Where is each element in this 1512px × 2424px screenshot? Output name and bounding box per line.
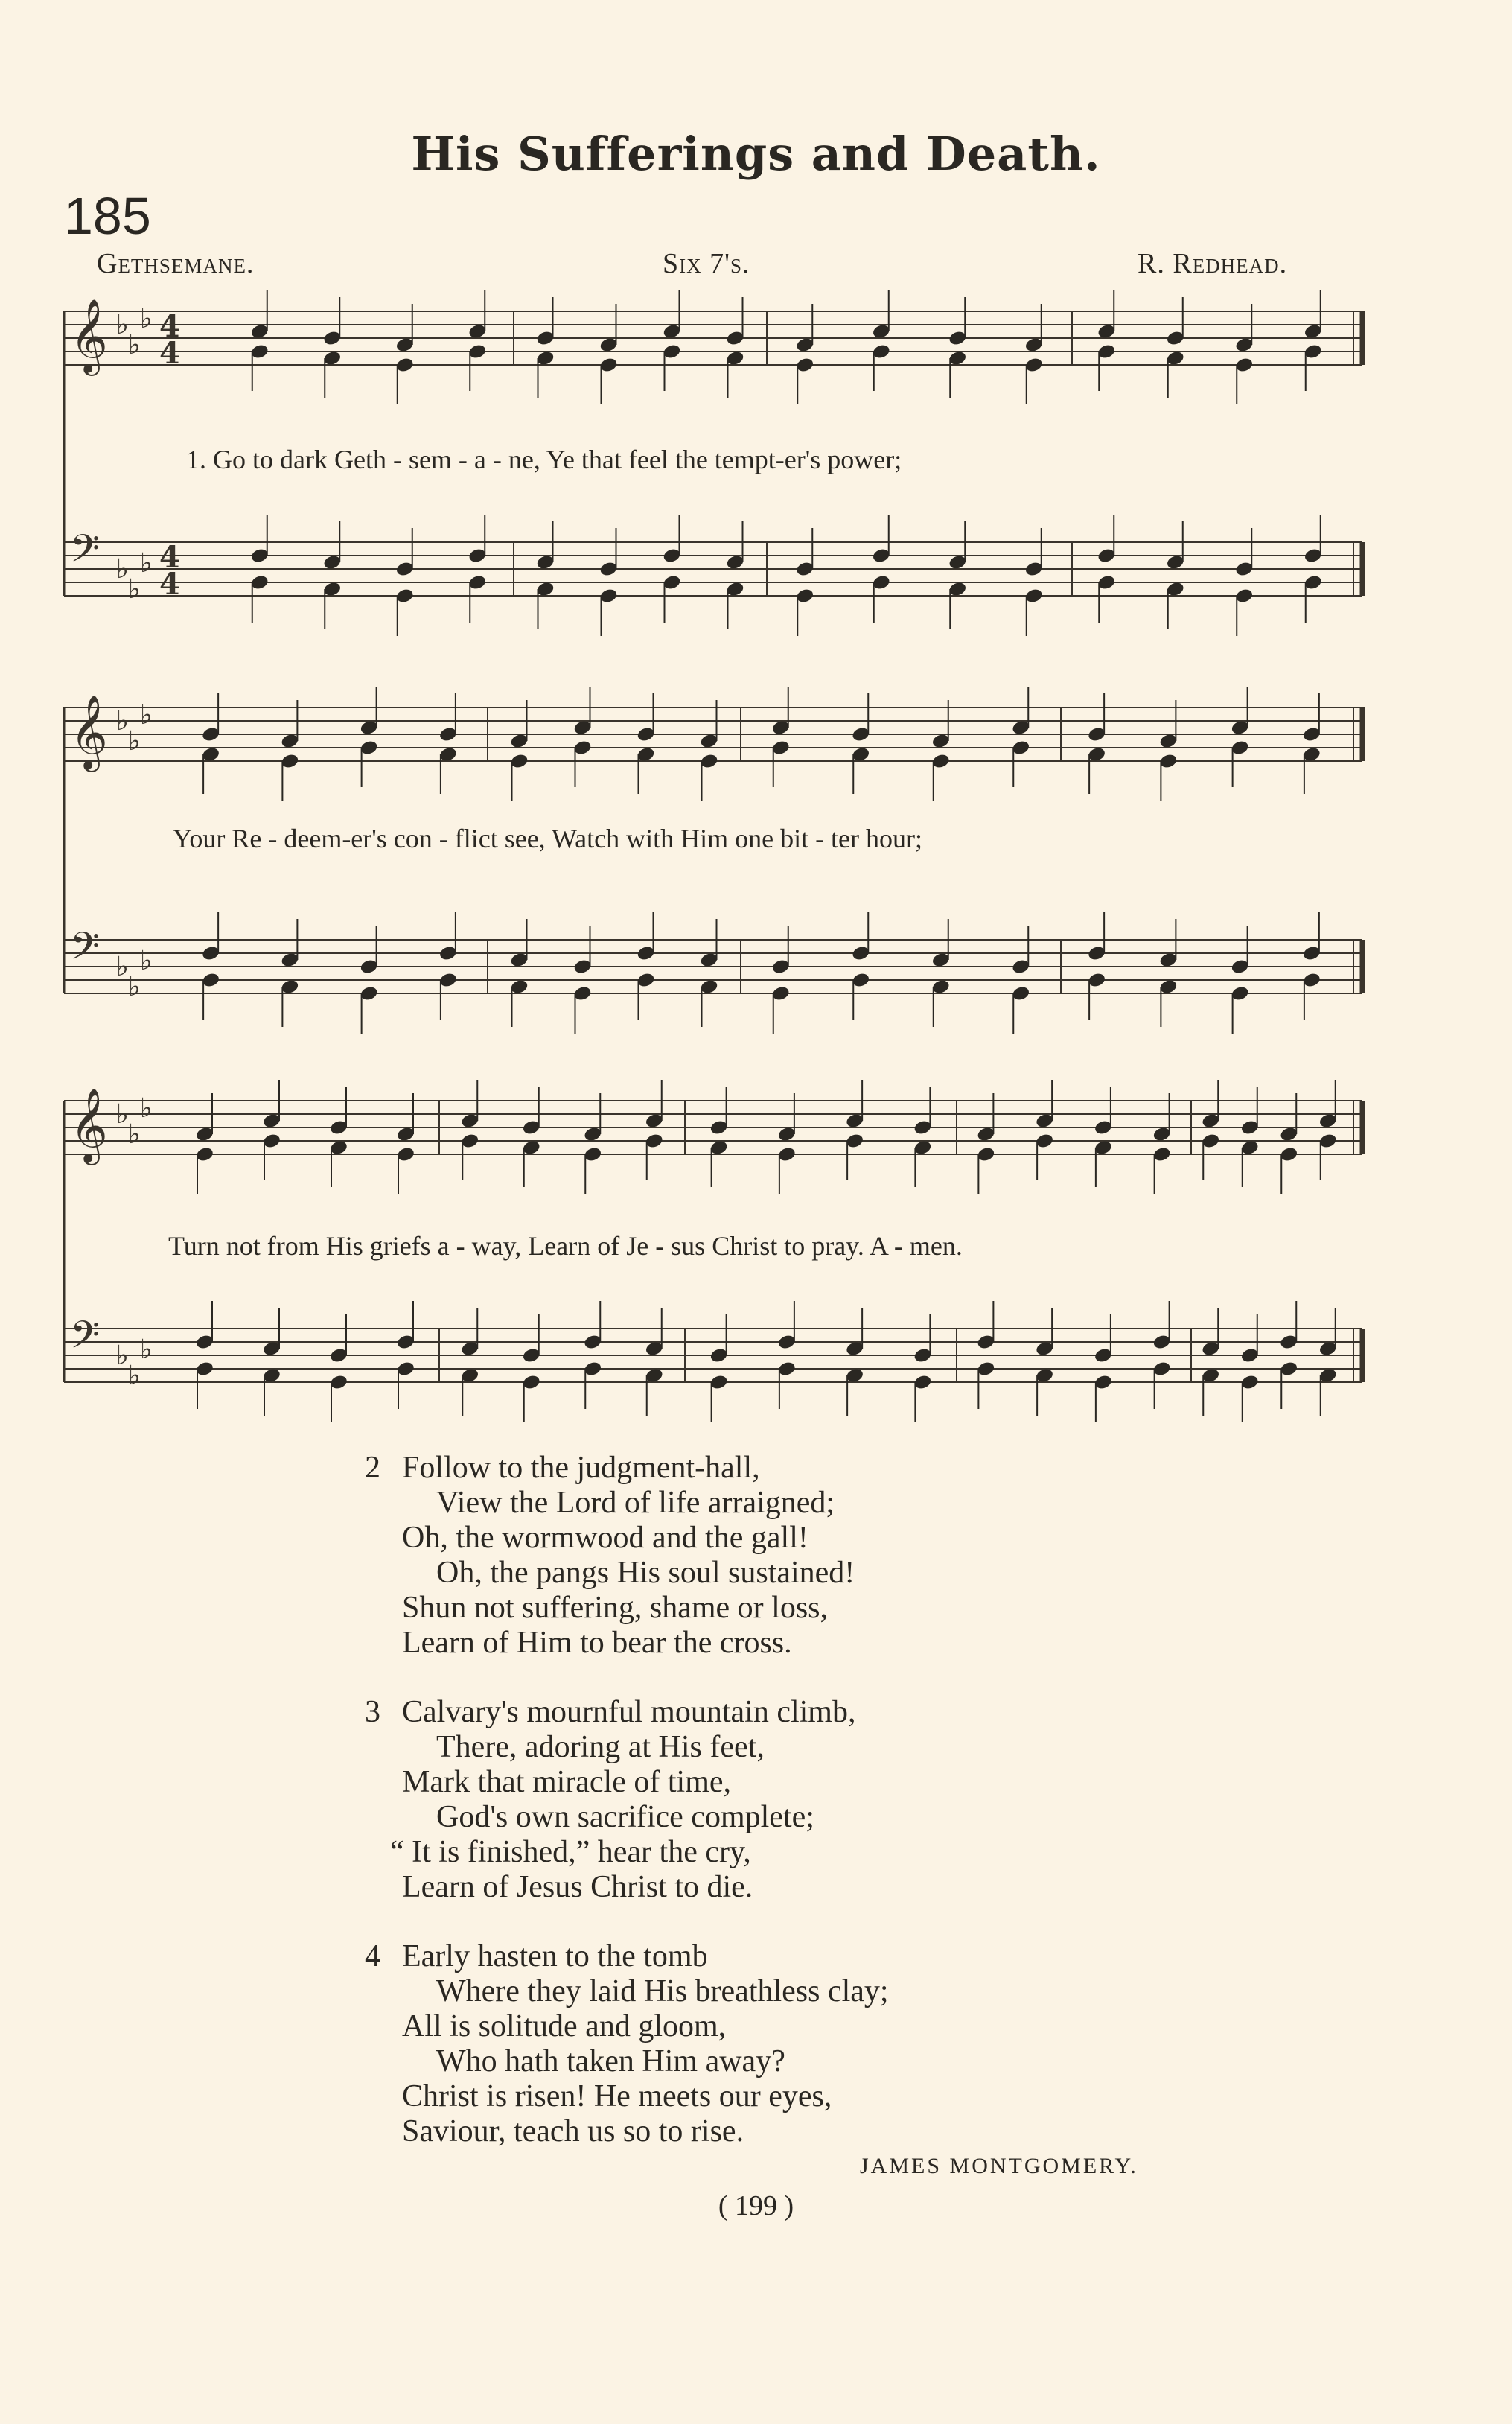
bass-clef: 𝄢 xyxy=(70,923,100,978)
lyric-line-3: Turn not from His griefs a - way, Learn of Je - sus Christ to pray. A - men. xyxy=(168,1231,963,1261)
lyric-line-2: Your Re - deem-er's con - flict see, Watch with Him one bit - ter hour; xyxy=(173,824,923,853)
flat-sign: ♭ xyxy=(116,706,129,737)
meter: Six 7's. xyxy=(663,248,750,279)
verse-line: Shun not suffering, shame or loss, xyxy=(402,1591,829,1625)
flat-sign: ♭ xyxy=(140,548,153,579)
time-signature-top: 4 xyxy=(159,540,180,575)
verse-line: “ It is finished,” hear the cry, xyxy=(390,1835,751,1869)
verse-line: Follow to the judgment-hall, xyxy=(402,1451,760,1485)
flat-sign: ♭ xyxy=(140,700,153,731)
verse-line: Mark that miracle of time, xyxy=(402,1765,732,1799)
verse-line: All is solitude and gloom, xyxy=(402,2009,727,2043)
flat-sign: ♭ xyxy=(128,574,141,605)
stanza-number: 3 xyxy=(365,1695,380,1729)
verse-line: Oh, the pangs His soul sustained! xyxy=(436,1556,855,1590)
verse-line: Oh, the wormwood and the gall! xyxy=(402,1521,808,1555)
treble-clef: 𝄞 xyxy=(70,1088,108,1162)
flat-sign: ♭ xyxy=(140,946,153,976)
time-signature-bottom: 4 xyxy=(159,336,180,371)
flat-sign: ♭ xyxy=(128,1119,141,1150)
stanza-3 xyxy=(365,1695,889,1905)
flat-sign: ♭ xyxy=(116,310,129,340)
author: JAMES MONTGOMERY. xyxy=(860,2154,1138,2178)
flat-sign: ♭ xyxy=(140,1093,153,1124)
stanza-number: 2 xyxy=(365,1451,380,1485)
verses xyxy=(365,1451,889,2183)
flat-sign: ♭ xyxy=(128,972,141,1002)
treble-clef: 𝄞 xyxy=(70,695,108,769)
verse-line: There, adoring at His feet, xyxy=(436,1730,765,1764)
composer: R. Redhead. xyxy=(1138,248,1288,279)
verse-line: Christ is risen! He meets our eyes, xyxy=(402,2079,832,2113)
section-title: His Sufferings and Death. xyxy=(411,127,1101,181)
flat-sign: ♭ xyxy=(140,1335,153,1365)
flat-sign: ♭ xyxy=(116,1099,129,1130)
verse-line: Calvary's mournful mountain climb, xyxy=(402,1695,856,1729)
treble-clef: 𝄞 xyxy=(70,299,108,373)
flat-sign: ♭ xyxy=(140,304,153,334)
flat-sign: ♭ xyxy=(116,1340,129,1371)
verse-line: Early hasten to the tomb xyxy=(402,1939,708,1973)
tune-name: Gethsemane. xyxy=(97,248,255,279)
verse-line: Where they laid His breathless clay; xyxy=(436,1974,889,2008)
flat-sign: ♭ xyxy=(116,554,129,585)
verse-line: God's own sacrifice complete; xyxy=(436,1800,814,1834)
verse-line: Who hath taken Him away? xyxy=(436,2044,785,2078)
verse-line: Learn of Him to bear the cross. xyxy=(402,1626,792,1660)
page-number: ( 199 ) xyxy=(718,2190,794,2221)
time-signature-top: 4 xyxy=(159,309,180,344)
stanza-4 xyxy=(365,1939,889,2149)
flat-sign: ♭ xyxy=(128,726,141,757)
flat-sign: ♭ xyxy=(116,952,129,982)
stanza-number: 4 xyxy=(365,1939,380,1973)
verse-line: Learn of Jesus Christ to die. xyxy=(402,1870,753,1904)
verse-line: View the Lord of life arraigned; xyxy=(436,1486,835,1520)
stanza-2 xyxy=(365,1451,889,1661)
bass-clef: 𝄢 xyxy=(70,1312,100,1367)
flat-sign: ♭ xyxy=(128,1361,141,1391)
bass-clef: 𝄢 xyxy=(70,526,100,580)
verse-line: Saviour, teach us so to rise. xyxy=(402,2114,744,2148)
flat-sign: ♭ xyxy=(128,330,141,360)
hymn-number: 185 xyxy=(64,187,151,245)
lyric-line-1: 1. Go to dark Geth - sem - a - ne, Ye that feel the tempt-er's power; xyxy=(186,445,902,474)
time-signature-bottom: 4 xyxy=(159,567,180,602)
